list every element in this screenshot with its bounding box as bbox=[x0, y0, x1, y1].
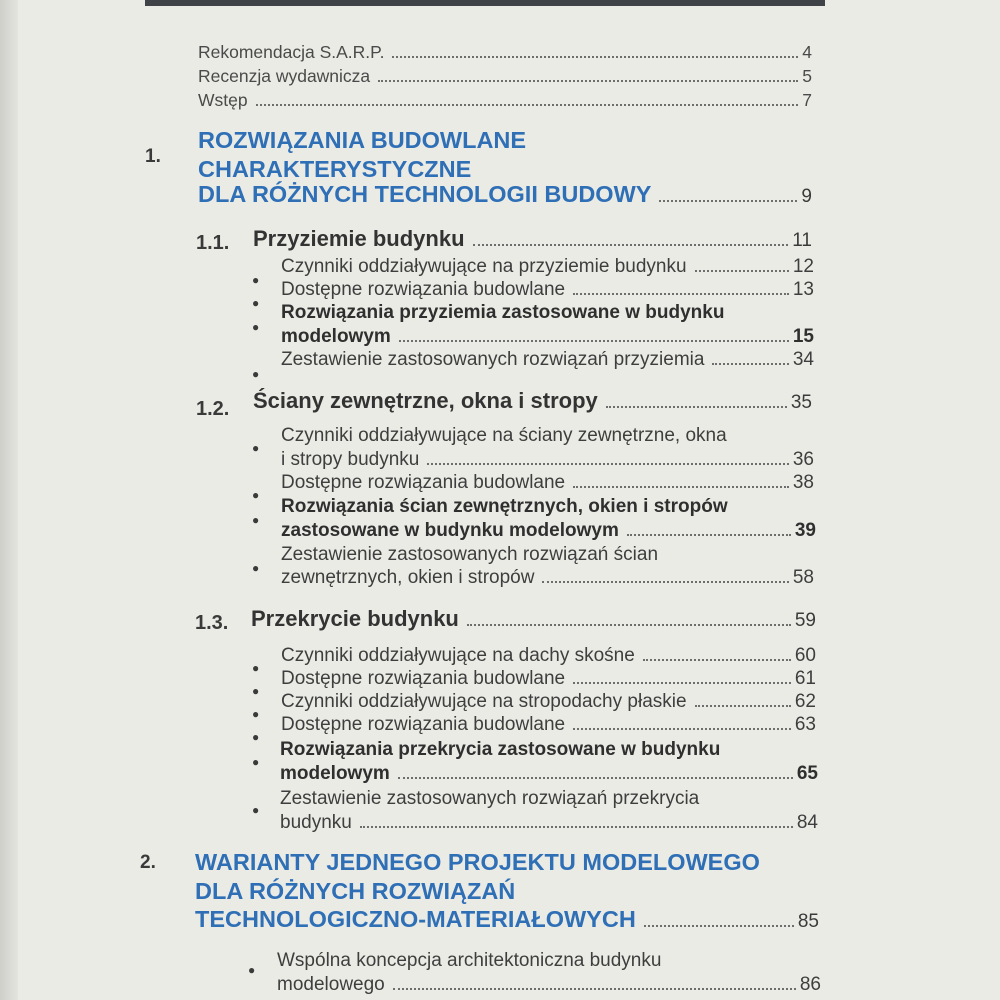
toc-item[interactable] bbox=[281, 349, 814, 371]
toc-item-text: i stropy budynku bbox=[281, 449, 420, 470]
dot-leader bbox=[378, 80, 798, 82]
bullet-icon: ● bbox=[252, 296, 260, 310]
toc-page-number: 86 bbox=[799, 974, 821, 995]
dot-leader bbox=[573, 293, 789, 295]
dot-leader bbox=[644, 925, 794, 927]
bullet-icon: ● bbox=[252, 320, 260, 334]
dot-leader bbox=[467, 624, 791, 626]
toc-item-text: Dostępne rozwiązania budowlane bbox=[281, 279, 566, 300]
dot-leader bbox=[473, 244, 789, 246]
dot-leader bbox=[542, 581, 788, 583]
bullet-icon: ● bbox=[252, 755, 260, 769]
toc-page-number: 38 bbox=[792, 472, 814, 493]
bullet-icon: ● bbox=[252, 561, 260, 575]
dot-leader bbox=[712, 363, 788, 365]
toc-item-text[interactable]: Rozwiązania przyziemia zastosowane w budynku bbox=[281, 302, 725, 323]
toc-item-text: Dostępne rozwiązania budowlane bbox=[281, 714, 566, 735]
toc-page-number: 59 bbox=[794, 610, 816, 631]
toc-entry-chapter-2[interactable] bbox=[195, 906, 819, 933]
toc-item[interactable] bbox=[281, 279, 814, 301]
dot-leader bbox=[573, 728, 791, 730]
toc-item-text: Dostępne rozwiązania budowlane bbox=[281, 668, 566, 689]
toc-item-text[interactable]: Wspólna koncepcja architektoniczna budynku bbox=[277, 950, 662, 971]
toc-item[interactable] bbox=[281, 691, 816, 713]
toc-page-number: 34 bbox=[792, 349, 814, 370]
toc-item[interactable] bbox=[281, 645, 816, 667]
chapter-title-line[interactable]: CHARAKTERYSTYCZNE bbox=[198, 156, 472, 182]
bullet-icon: ● bbox=[252, 803, 260, 817]
dot-leader bbox=[695, 705, 791, 707]
section-number: 1.1. bbox=[196, 232, 230, 254]
chapter-title-line: DLA RÓŻNYCH TECHNOLOGII BUDOWY bbox=[198, 181, 652, 207]
toc-page-number: 61 bbox=[794, 668, 816, 689]
bullet-icon: ● bbox=[252, 367, 260, 381]
chapter-title-line: TECHNOLOGICZNO-MATERIAŁOWYCH bbox=[195, 906, 636, 932]
dot-leader bbox=[573, 682, 791, 684]
toc-entry-title: Recenzja wydawnicza bbox=[198, 66, 371, 86]
dot-leader bbox=[360, 826, 793, 828]
toc-item[interactable] bbox=[281, 520, 816, 542]
dot-leader bbox=[627, 534, 791, 536]
toc-item[interactable] bbox=[281, 326, 814, 348]
dot-leader bbox=[427, 463, 789, 465]
toc-item[interactable] bbox=[281, 472, 814, 494]
toc-page-number: 11 bbox=[792, 230, 812, 251]
bullet-icon: ● bbox=[252, 730, 260, 744]
toc-page-number: 36 bbox=[792, 449, 814, 470]
toc-item-text: Zestawienie zastosowanych rozwiązań przyziemia bbox=[281, 349, 705, 370]
toc-item[interactable] bbox=[280, 763, 818, 785]
dot-leader bbox=[606, 406, 787, 408]
toc-entry-title: Rekomendacja S.A.R.P. bbox=[198, 42, 385, 62]
toc-item-text[interactable]: Zestawienie zastosowanych rozwiązań przekrycia bbox=[280, 788, 700, 809]
chapter-number: 1. bbox=[145, 146, 161, 167]
toc-page-number: 62 bbox=[794, 691, 816, 712]
dot-leader bbox=[399, 340, 789, 342]
toc-page-number: 65 bbox=[796, 763, 818, 784]
bullet-icon: ● bbox=[252, 684, 260, 698]
bullet-icon: ● bbox=[252, 488, 260, 502]
toc-page-number: 5 bbox=[802, 66, 812, 86]
dot-leader bbox=[695, 270, 789, 272]
toc-item-text: Czynniki oddziaływujące na przyziemie budynku bbox=[281, 256, 687, 277]
toc-item[interactable] bbox=[277, 974, 821, 996]
chapter-title-line[interactable]: ROZWIĄZANIA BUDOWLANE bbox=[198, 127, 527, 153]
toc-page-number: 13 bbox=[792, 279, 814, 300]
toc-item-text: zastosowane w budynku modelowym bbox=[281, 520, 619, 541]
toc-page-number: 63 bbox=[794, 714, 816, 735]
dot-leader bbox=[643, 659, 791, 661]
toc-entry-chapter-1[interactable] bbox=[198, 181, 812, 208]
dot-leader bbox=[398, 777, 793, 779]
toc-page-number: 60 bbox=[794, 645, 816, 666]
toc-item-text[interactable]: Rozwiązania ścian zewnętrznych, okien i stropów bbox=[281, 496, 728, 517]
toc-page-number: 4 bbox=[802, 42, 812, 62]
toc-item[interactable] bbox=[281, 449, 814, 471]
bullet-icon: ● bbox=[252, 661, 260, 675]
section-number: 1.2. bbox=[196, 398, 230, 420]
toc-entry-recenzja[interactable] bbox=[198, 66, 812, 87]
toc-entry-wstep[interactable] bbox=[198, 90, 812, 111]
section-number: 1.3. bbox=[195, 612, 229, 634]
toc-item[interactable] bbox=[281, 714, 816, 736]
toc-item-text: modelowym bbox=[281, 326, 391, 347]
dot-leader bbox=[393, 988, 796, 990]
toc-item-text: modelowego bbox=[277, 974, 385, 995]
toc-entry-title: Wstęp bbox=[198, 90, 248, 110]
bullet-icon: ● bbox=[252, 707, 260, 721]
toc-item-text: zewnętrznych, okien i stropów bbox=[281, 567, 535, 588]
toc-item[interactable] bbox=[280, 812, 818, 834]
toc-page-number: 15 bbox=[792, 326, 814, 347]
bullet-icon: ● bbox=[252, 513, 260, 527]
chapter-title-line[interactable]: DLA RÓŻNYCH ROZWIĄZAŃ bbox=[195, 878, 516, 904]
toc-page-number: 35 bbox=[790, 392, 812, 413]
chapter-number: 2. bbox=[140, 852, 156, 873]
toc-item-text: Czynniki oddziaływujące na stropodachy płaskie bbox=[281, 691, 687, 712]
dot-leader bbox=[392, 56, 798, 58]
toc-entry-section-1-3[interactable] bbox=[251, 606, 816, 632]
section-title: Ściany zewnętrzne, okna i stropy bbox=[253, 388, 598, 413]
bullet-icon: ● bbox=[248, 963, 256, 977]
dot-leader bbox=[659, 200, 797, 202]
chapter-title-line[interactable]: WARIANTY JEDNEGO PROJEKTU MODELOWEGO bbox=[195, 849, 760, 875]
bullet-icon: ● bbox=[252, 441, 260, 455]
toc-item-text[interactable]: Rozwiązania przekrycia zastosowane w budynku bbox=[280, 739, 721, 760]
toc-item[interactable] bbox=[281, 567, 814, 589]
toc-item[interactable] bbox=[281, 668, 816, 690]
toc-page-number: 9 bbox=[801, 186, 812, 207]
toc-page-number: 39 bbox=[794, 520, 816, 541]
toc-item-text: Dostępne rozwiązania budowlane bbox=[281, 472, 566, 493]
toc-page-number: 84 bbox=[796, 812, 818, 833]
toc-entry-section-1-2[interactable] bbox=[253, 388, 812, 414]
toc-item-text: budynku bbox=[280, 812, 352, 833]
toc-page-number: 58 bbox=[792, 567, 814, 588]
toc-item-text: modelowym bbox=[280, 763, 390, 784]
toc-item-text[interactable]: Zestawienie zastosowanych rozwiązań ścian bbox=[281, 544, 659, 565]
toc-page-number: 12 bbox=[792, 256, 814, 277]
toc-item-text[interactable]: Czynniki oddziaływujące na ściany zewnętrzne, okna bbox=[281, 425, 727, 446]
section-title: Przyziemie budynku bbox=[253, 226, 465, 251]
toc-entry-rekomendacja[interactable] bbox=[198, 42, 812, 63]
section-title: Przekrycie budynku bbox=[251, 606, 459, 631]
toc-item[interactable] bbox=[281, 256, 814, 278]
toc-page-number: 7 bbox=[802, 90, 812, 110]
dot-leader bbox=[573, 486, 789, 488]
bullet-icon: ● bbox=[252, 273, 260, 287]
dot-leader bbox=[256, 104, 799, 106]
toc-item-text: Czynniki oddziaływujące na dachy skośne bbox=[281, 645, 635, 666]
toc-page-number: 85 bbox=[797, 911, 819, 932]
toc-entry-section-1-1[interactable] bbox=[253, 226, 812, 252]
